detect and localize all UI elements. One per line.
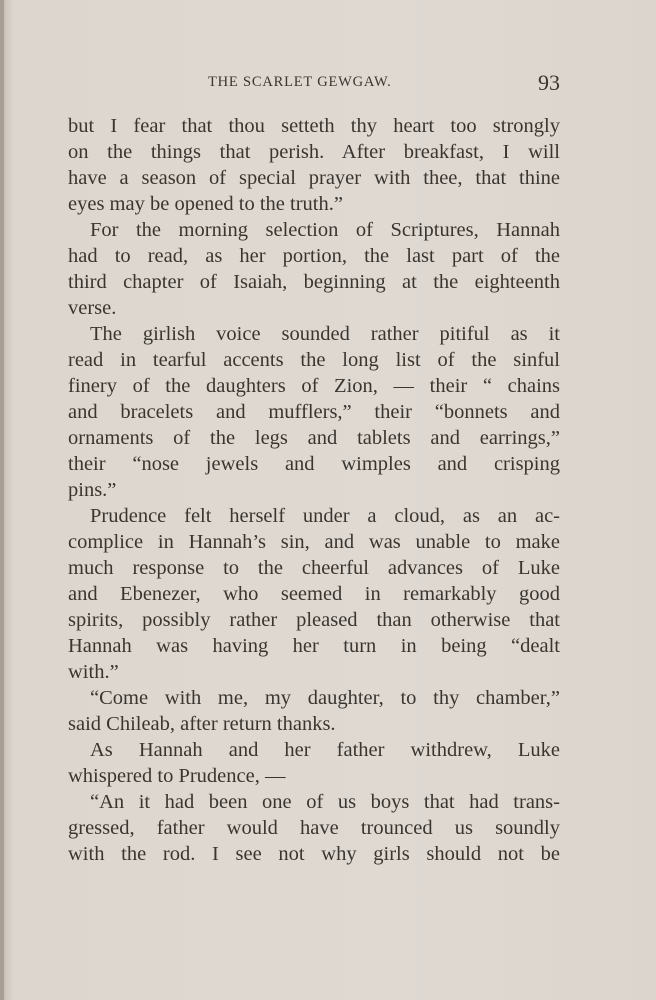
running-header [68,70,560,100]
text-line: on the things that perish. After breakfast, I will [68,141,560,163]
text-line: eyes may be opened to the truth.” [68,193,343,215]
text-line: pins.” [68,479,117,501]
text-line: gressed, father would have trounced us soundly [68,817,560,839]
text-line: third chapter of Isaiah, beginning at the eighteenth [68,271,560,293]
text-line: “Come with me, my daughter, to thy chamber,” [90,687,560,709]
text-line: Prudence felt herself under a cloud, as an ac- [90,505,560,527]
page-edge [0,0,4,1000]
text-line: Hannah was having her turn in being “dealt [68,635,560,657]
text-line: finery of the daughters of Zion, — their “ chains [68,375,560,397]
text-line: much response to the cheerful advances of Luke [68,557,560,579]
text-line: For the morning selection of Scriptures, Hannah [90,219,560,241]
text-line: have a season of special prayer with thee, that thine [68,167,560,189]
text-line: As Hannah and her father withdrew, Luke [90,739,560,761]
text-line: had to read, as her portion, the last part of the [68,245,560,267]
text-line: and Ebenezer, who seemed in remarkably good [68,583,560,605]
text-line: complice in Hannah’s sin, and was unable to make [68,531,560,553]
text-line: whispered to Prudence, — [68,765,286,787]
text-line: verse. [68,297,117,319]
text-line: with the rod. I see not why girls should not be [68,843,560,865]
text-line: “An it had been one of us boys that had trans- [90,791,560,813]
text-line: and bracelets and mufflers,” their “bonnets and [68,401,560,423]
text-line: said Chileab, after return thanks. [68,713,336,735]
page-number: 93 [538,70,560,95]
text-line: spirits, possibly rather pleased than otherwise that [68,609,560,631]
text-line: ornaments of the legs and tablets and earrings,” [68,427,560,449]
text-line: The girlish voice sounded rather pitiful as it [90,323,560,345]
text-line: read in tearful accents the long list of the sinful [68,349,560,371]
text-line: with.” [68,661,119,683]
text-line: their “nose jewels and wimples and crisping [68,453,560,475]
running-title: THE SCARLET GEWGAW. [208,74,392,90]
body-text [68,113,560,867]
text-line: but I fear that thou setteth thy heart too strongly [68,115,560,137]
